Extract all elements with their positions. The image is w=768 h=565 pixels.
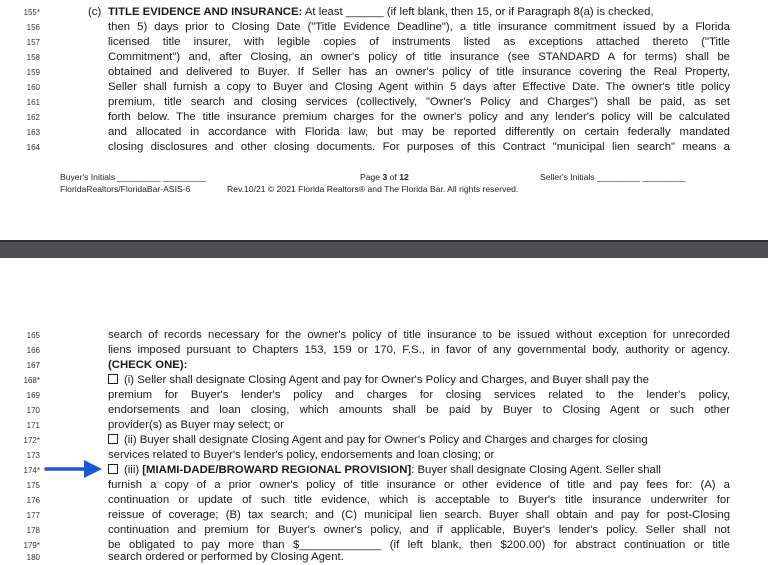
page-separator-shadow — [0, 240, 768, 242]
section-heading: TITLE EVIDENCE AND INSURANCE: — [108, 6, 303, 18]
doc-line — [0, 343, 768, 358]
doc-line — [0, 373, 768, 388]
line-text: licensed title insurer, with legible copies of instruments listed as exceptions attached thereto ("Title — [108, 36, 730, 48]
checkbox-option-iii[interactable] — [108, 464, 118, 474]
line-number: 169 — [26, 391, 40, 400]
line-text: search of records necessary for the owner's policy of title insurance to be issued without exception for unrecorded — [108, 329, 730, 341]
line-text: continuation or update of such title evidence, which is acceptable to Buyer's title insurance underwriter for — [108, 494, 730, 506]
line-text: premium for Buyer's lender's policy and charges for closing services related to the lender's policy, — [108, 389, 730, 401]
doc-line — [0, 388, 768, 403]
doc-line — [0, 125, 768, 140]
line-number: 175 — [26, 481, 40, 490]
line-text: forth below. The title insurance premium charges for the owner's policy and any lender's policy will be calculated — [108, 111, 730, 123]
line-number: 177 — [26, 511, 40, 520]
copyright: Rev.10/21 © 2021 Florida Realtors® and The Florida Bar. All rights reserved. — [227, 184, 519, 194]
line-text: continuation and premium for Buyer's owner's policy, and if applicable, Buyer's lender's policy. Seller shall not — [108, 524, 730, 536]
line-number: 156 — [26, 23, 40, 32]
line-number: 173 — [26, 451, 40, 460]
line-text: (ii) Buyer shall designate Closing Agent and pay for Owner's Policy and Charges and charges for closing — [124, 434, 648, 446]
doc-line — [0, 358, 768, 373]
line-number: 155* — [23, 8, 40, 17]
form-id: FloridaRealtors/FloridaBar-ASIS-6 — [60, 184, 191, 194]
line-text: obtained and delivered to Buyer. If Seller has an owner's policy of title insurance covering the Real Property, — [108, 66, 730, 78]
line-number: 158 — [26, 53, 40, 62]
line-number: 176 — [26, 496, 40, 505]
doc-line: 174* (iii) [MIAMI-DADE/BROWARD REGIONAL PROVISION]: Buyer shall designate Closing Agent. Seller shall — [0, 463, 768, 478]
doc-line — [0, 508, 768, 523]
doc-line — [0, 110, 768, 125]
line-number: 167 — [26, 361, 40, 370]
line-number: 157 — [26, 38, 40, 47]
line-text: Seller shall furnish a copy to Buyer and Closing Agent within 5 days after Effective Date. The owner's title policy — [108, 81, 730, 93]
checkbox-option-ii[interactable] — [108, 434, 118, 444]
line-text: provider(s) as Buyer may select; or — [108, 419, 284, 431]
line-text: endorsements and loan closing, which amounts shall be paid by Buyer to Closing Agent or such other — [108, 404, 730, 416]
doc-line — [0, 328, 768, 343]
line-number: 170 — [26, 406, 40, 415]
doc-line — [0, 50, 768, 65]
line-text: Commitment") and, after Closing, an owner's policy of title insurance (see STANDARD A for terms) shall be — [108, 51, 730, 63]
doc-line — [0, 65, 768, 80]
line-number: 172* — [23, 436, 40, 445]
line-number: 179* — [23, 541, 40, 550]
line-text: search ordered or performed by Closing Agent. — [108, 551, 344, 563]
line-number: 160 — [26, 83, 40, 92]
doc-line — [0, 418, 768, 433]
right-arrow-icon — [44, 458, 104, 480]
doc-line — [0, 493, 768, 508]
line-number: 174* — [23, 466, 40, 475]
section-label: (c) — [88, 6, 102, 18]
regional-provision-title: [MIAMI-DADE/BROWARD REGIONAL PROVISION] — [142, 464, 412, 476]
doc-line — [0, 20, 768, 35]
line-text: reissue of coverage; (B) tax search; and (C) municipal lien search. Buyer shall obtain and pay for post-Closing — [108, 509, 730, 521]
doc-line — [0, 35, 768, 50]
page-separator — [0, 240, 768, 258]
line-number: 159 — [26, 68, 40, 77]
line-number: 166 — [26, 346, 40, 355]
line-number: 171 — [26, 421, 40, 430]
line-text: services related to Buyer's lender's policy, endorsements and loan closing; or — [108, 449, 495, 461]
line-number: 162 — [26, 113, 40, 122]
checkbox-option-i[interactable] — [108, 374, 118, 384]
line-text: closing disclosures and other closing documents. For purposes of this Contract "municipal lien search" means a — [108, 141, 730, 153]
doc-line — [0, 140, 768, 155]
line-number: 161 — [26, 98, 40, 107]
line-text: and allocated in accordance with Florida law, but may be reported differently on certain federally mandated — [108, 126, 730, 138]
line-number: 163 — [26, 128, 40, 137]
doc-line — [0, 433, 768, 448]
doc-line — [0, 403, 768, 418]
doc-line — [0, 80, 768, 95]
line-number: 180 — [26, 553, 40, 562]
page-total: 12 — [399, 172, 409, 182]
line-text: premium, title search and closing services (collectively, "Owner's Policy and Charges") shall be paid, as set — [108, 96, 730, 108]
page-indicator: Page 3 of 12 — [360, 172, 409, 182]
line-text: be obligated to pay more than $_____________ (if left blank, then $200.00) for abstract continuation or title — [108, 539, 730, 551]
line-text: liens imposed pursuant to Chapters 153, 159 or 170, F.S., in favor of any governmental body, authority or agency. — [108, 344, 730, 356]
check-one-heading: (CHECK ONE): — [108, 359, 188, 371]
line-text: furnish a copy of a prior owner's policy of title insurance or other evidence of title and pay fees for: (A) a — [108, 479, 730, 491]
line-text: then 5) days prior to Closing Date ("Title Evidence Deadline"), a title insurance commitment issued by a Florida — [108, 21, 730, 33]
doc-line — [0, 478, 768, 493]
page-current: 3 — [382, 172, 388, 182]
doc-line — [0, 95, 768, 110]
line-number: 164 — [26, 143, 40, 152]
document-page-top — [0, 0, 768, 240]
doc-line — [0, 550, 768, 565]
doc-line — [0, 5, 768, 20]
line-text: At least ______ (if left blank, then 15, or if Paragraph 8(a) is checked, — [302, 6, 654, 18]
line-number: 165 — [26, 331, 40, 340]
line-text: (i) Seller shall designate Closing Agent and pay for Owner's Policy and Charges, and Buyer shall pay the — [124, 374, 649, 386]
line-number: 178 — [26, 526, 40, 535]
doc-line — [0, 523, 768, 538]
doc-line — [0, 448, 768, 463]
buyer-initials: Buyer's Initials _________ _________ — [60, 172, 206, 182]
line-number: 168* — [23, 376, 40, 385]
seller-initials: Seller's Initials _________ _________ — [540, 172, 686, 182]
